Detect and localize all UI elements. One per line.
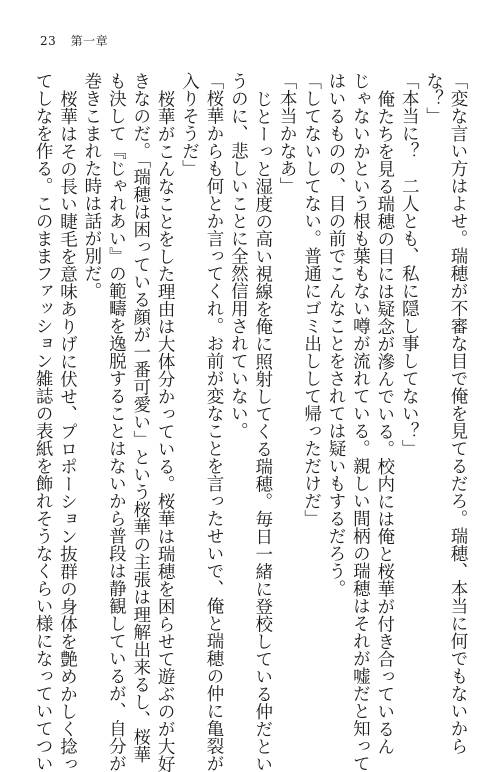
chapter-title: 第一章 xyxy=(70,34,109,48)
text-line: 「本当に？ 二人とも、私に隠し事してない？」 xyxy=(399,72,420,457)
text-line: 「桜華からも何とか言ってくれ。お前が変なことを言ったせいで、俺と瑞穂の仲に亀裂が xyxy=(203,72,224,772)
text-line: てしなを作る。このままファッション雑誌の表紙を飾れそうなくらい様になっていてつい xyxy=(33,72,54,772)
text-line: はいるものの、目の前でこんなことをされては疑いもするだろう。 xyxy=(325,72,346,597)
text-line: 「してないしてない。普通にゴミ出しして帰っただけだ」 xyxy=(301,72,322,527)
text-line: 俺たちを見る瑞穂の目には疑念が滲んでいる。校内には俺と桜華が付き合っているん xyxy=(374,89,395,755)
text-line: きなのだ。「瑞穂は困っている顔が一番可愛い」という桜華の主張は理解出来るし、桜華 xyxy=(130,72,151,764)
text-line: も決して『じゃれあい』の範疇を逸脱することはないから普段は静観しているが、自分が xyxy=(106,72,127,772)
text-line: な？」 xyxy=(423,72,444,125)
text-line: 巻きこまれた時は話が別だ。 xyxy=(81,72,102,300)
text-line: じとーっと湿度の高い視線を俺に照射してくる瑞穂。毎日一緒に登校している仲だとい xyxy=(252,89,273,772)
page-header xyxy=(40,32,108,49)
novel-body-text xyxy=(30,72,470,772)
page-number: 23 xyxy=(40,34,57,48)
text-line: 「本当かなあ」 xyxy=(277,72,298,195)
text-line: 桜華がこんなことをした理由は大体分かっている。桜華は瑞穂を困らせて遊ぶのが大好 xyxy=(155,89,176,772)
text-line: じゃないかという根も葉もない噂が流れている。親しい間柄の瑞穂はそれが嘘だと知って xyxy=(350,72,371,772)
text-line: 桜華はその長い睫毛を意味ありげに伏せ、プロポーション抜群の身体を艶めかしく捻っ xyxy=(57,89,78,772)
text-line: 「変な言い方はよせ。瑞穂が不審な目で俺を見てるだろ。瑞穂、本当に何でもないから xyxy=(448,72,468,755)
text-line: うのに、悲しいことに全然信用されていない。 xyxy=(228,72,249,440)
text-line: 入りそうだ」 xyxy=(179,72,200,177)
